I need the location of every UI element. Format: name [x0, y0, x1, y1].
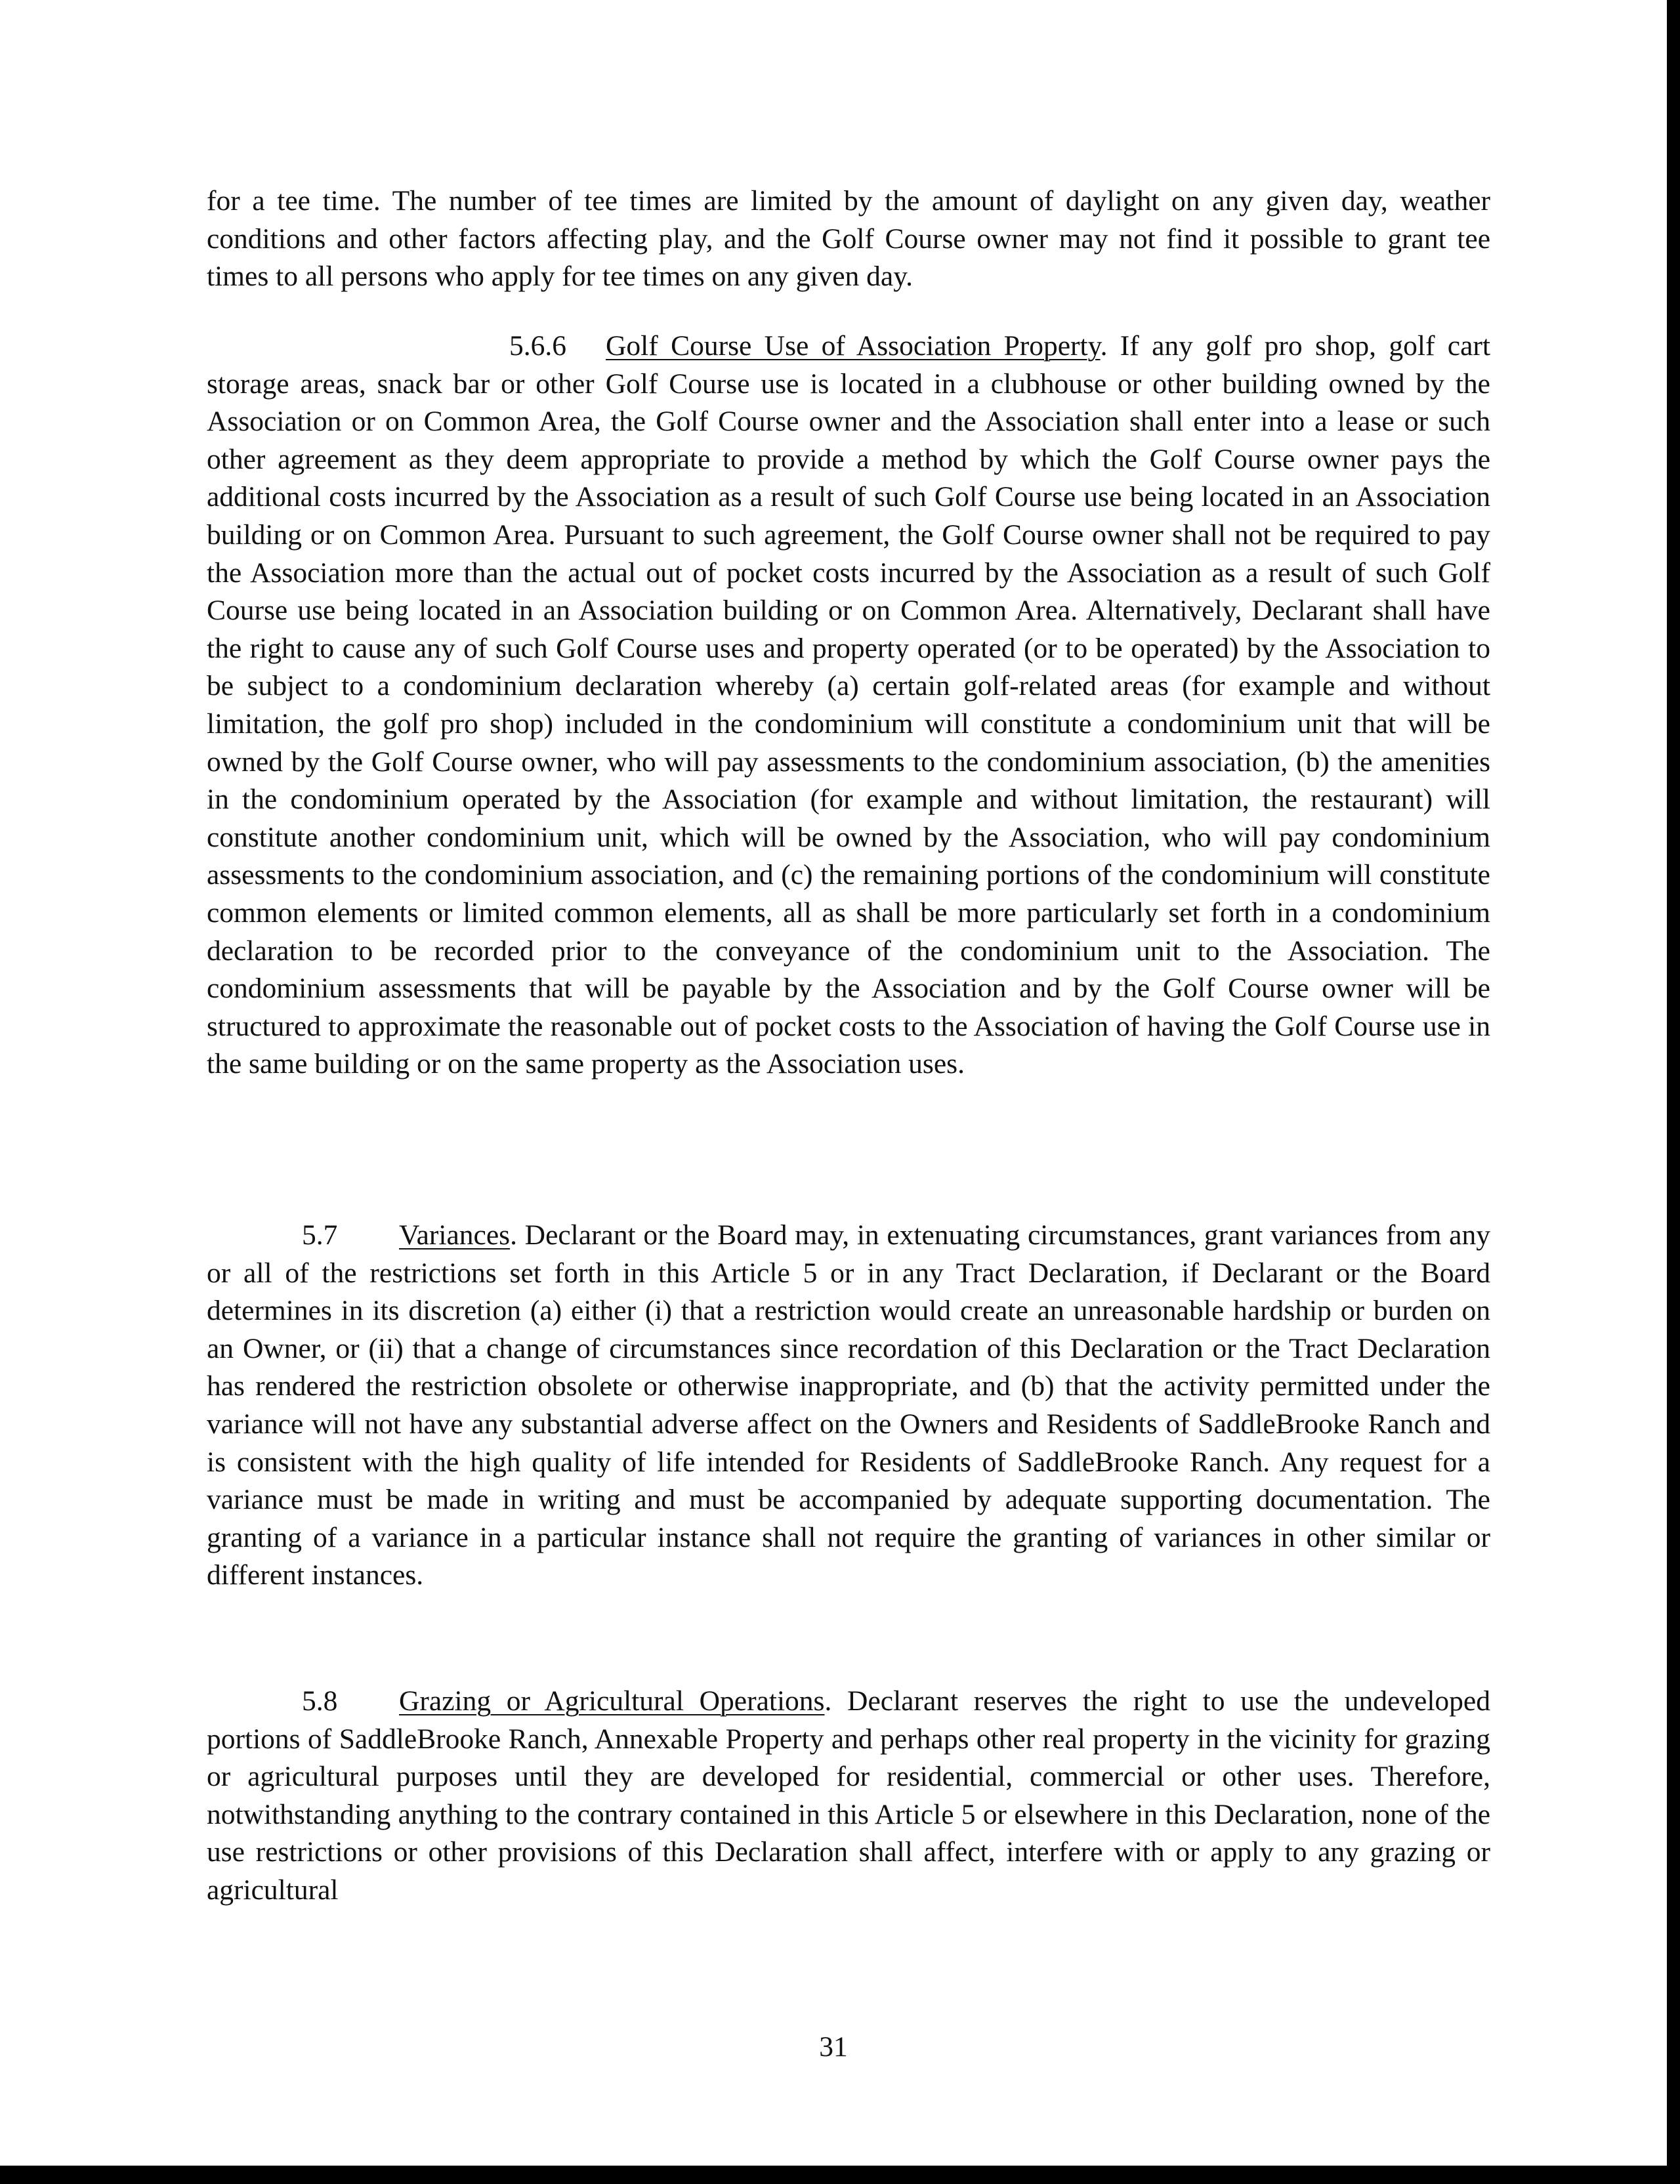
section-5-8 — [207, 1683, 1490, 1910]
paragraph-continuation-text: for a tee time. The number of tee times are limited by the amount of daylight on any given day, weather conditions and other factors affecting play, and the Golf Course owner may not find it possible to grant tee times to all persons who apply for tee times on any given day. — [207, 185, 1490, 293]
scan-border-bottom — [0, 2166, 1680, 2184]
section-number: 5.7 — [302, 1219, 338, 1251]
section-number: 5.6.6 — [509, 330, 566, 362]
page-number: 31 — [819, 2031, 848, 2063]
section-heading: Golf Course Use of Association Property — [606, 330, 1101, 362]
paragraph-continuation — [207, 182, 1490, 296]
section-body: . Declarant reserves the right to use the undeveloped portions of SaddleBrooke Ranch, Annexable Property and perhaps other real property in the vicinity for grazing or agricultural purposes until they are developed for residential, commercial or other uses. Therefore, notwithstanding anything to the contrary contained in this Article 5 or elsewhere in this Declaration, none of the use restrictions or other provisions of this Declaration shall affect, interfere with or apply to any grazing or agricultural — [207, 1685, 1490, 1906]
section-body: . If any golf pro shop, golf cart storage areas, snack bar or other Golf Course use is located in a clubhouse or other building owned by the Association or on Common Area, the Golf Course owner and the Association shall enter into a lease or such other agreement as they deem appropriate to provide a method by which the Golf Course owner pays the additional costs incurred by the Association as a result of such Golf Course use being located in an Association building or on Common Area. Pursuant to such agreement, the Golf Course owner shall not be required to pay the Association more than the actual out of pocket costs incurred by the Association as a result of such Golf Course use being located in an Association building or on Common Area. Alternatively, Declarant shall have the right to cause any of such Golf Course uses and property operated (or to be operated) by the Association to be subject to a condominium declaration whereby (a) certain golf-related areas (for example and without limitation, the golf pro shop) included in the condominium will constitute a condominium unit that will be owned by the Golf Course owner, who will pay assessments to the condominium association, (b) the amenities in the condominium operated by the Association (for example and without limitation, the restaurant) will constitute another condominium unit, which will be owned by the Association, who will pay condominium assessments to the condominium association, and (c) the remaining portions of the condominium will constitute common elements or limited common elements, all as shall be more particularly set forth in a condominium declaration to be recorded prior to the conveyance of the condominium unit to the Association. The condominium assessments that will be payable by the Association and by the Golf Course owner will be structured to approximate the reasonable out of pocket costs to the Association of having the Golf Course use in the same building or on the same property as the Association uses. — [207, 330, 1490, 1080]
section-heading: Variances — [399, 1219, 511, 1251]
section-5-6-6 — [207, 327, 1490, 1083]
scan-border-right — [1667, 0, 1680, 2184]
section-number: 5.8 — [302, 1685, 338, 1717]
section-5-7 — [207, 1217, 1490, 1595]
section-heading: Grazing or Agricultural Operations — [399, 1685, 825, 1717]
section-body: . Declarant or the Board may, in extenuating circumstances, grant variances from any or all of the restrictions set forth in this Article 5 or in any Tract Declaration, if Declarant or the Board determines in its discretion (a) either (i) that a restriction would create an unreasonable hardship or burden on an Owner, or (ii) that a change of circumstances since recordation of this Declaration or the Tract Declaration has rendered the restriction obsolete or otherwise inappropriate, and (b) that the activity permitted under the variance will not have any substantial adverse affect on the Owners and Residents of SaddleBrooke Ranch and is consistent with the high quality of life intended for Residents of SaddleBrooke Ranch. Any request for a variance must be made in writing and must be accompanied by adequate supporting documentation. The granting of a variance in a particular instance shall not require the granting of variances in other similar or different instances. — [207, 1219, 1490, 1591]
